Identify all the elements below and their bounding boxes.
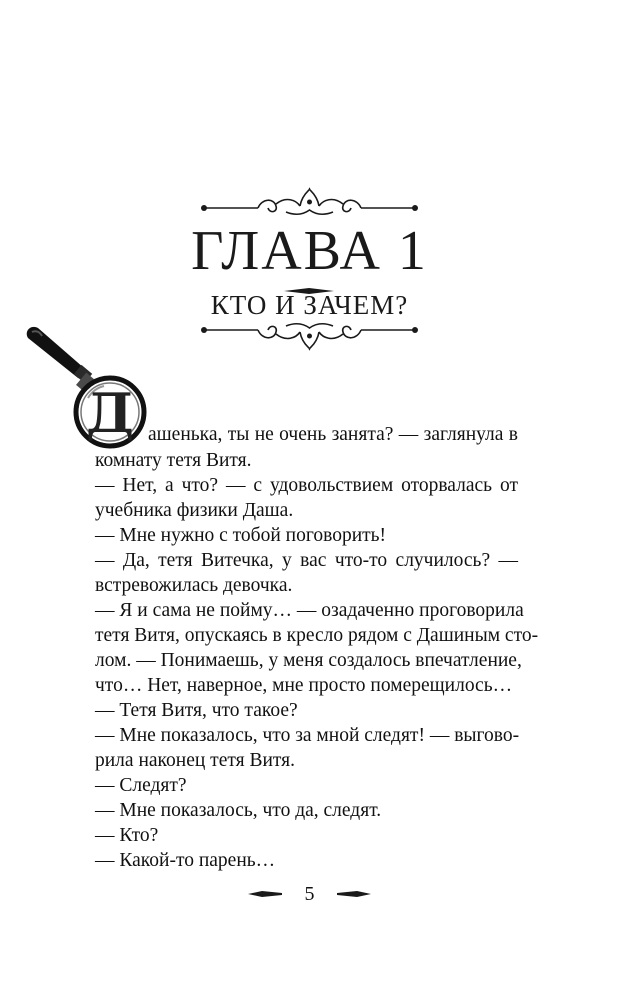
chapter-title: ГЛАВА 1: [191, 220, 428, 282]
page-footer: [0, 880, 619, 908]
body-line: — Кто?: [95, 825, 159, 846]
body-line: — Тетя Витя, что такое?: [95, 700, 298, 721]
dropcap-letter: Д: [85, 381, 134, 445]
body-line: рила наконец тетя Витя.: [95, 750, 296, 771]
body-line: — Я и сама не пойму… — озадаченно проговорила: [95, 600, 524, 621]
body-line: тетя Витя, опускаясь в кресло рядом с Дашиным сто-: [95, 625, 539, 646]
chapter-subtitle: КТО И ЗАЧЕМ?: [210, 290, 409, 320]
body-line: ашенька, ты не очень занята? — заглянула в: [148, 424, 518, 445]
body-line: учебника физики Даша.: [95, 500, 294, 521]
body-line: — Мне нужно с тобой поговорить!: [95, 525, 387, 546]
body-line: — Мне показалось, что да, следят.: [95, 800, 382, 821]
page-number: 5: [304, 883, 315, 905]
body-line: — Мне показалось, что за мной следят! — выгово-: [95, 725, 520, 746]
body-line: встревожилась девочка.: [95, 575, 293, 596]
body-line: лом. — Понимаешь, у меня создалось впечатление,: [95, 650, 522, 671]
body-line: комнату тетя Витя.: [95, 450, 252, 471]
body-line: — Нет, а что? — с удовольствием оторвалась от: [95, 475, 518, 496]
body-line: — Какой-то парень…: [95, 850, 276, 871]
body-line: что… Нет, наверное, мне просто померещилось…: [95, 675, 513, 696]
body-line: — Да, тетя Витечка, у вас что-то случилось? —: [95, 550, 518, 571]
body-line: — Следят?: [95, 775, 187, 796]
